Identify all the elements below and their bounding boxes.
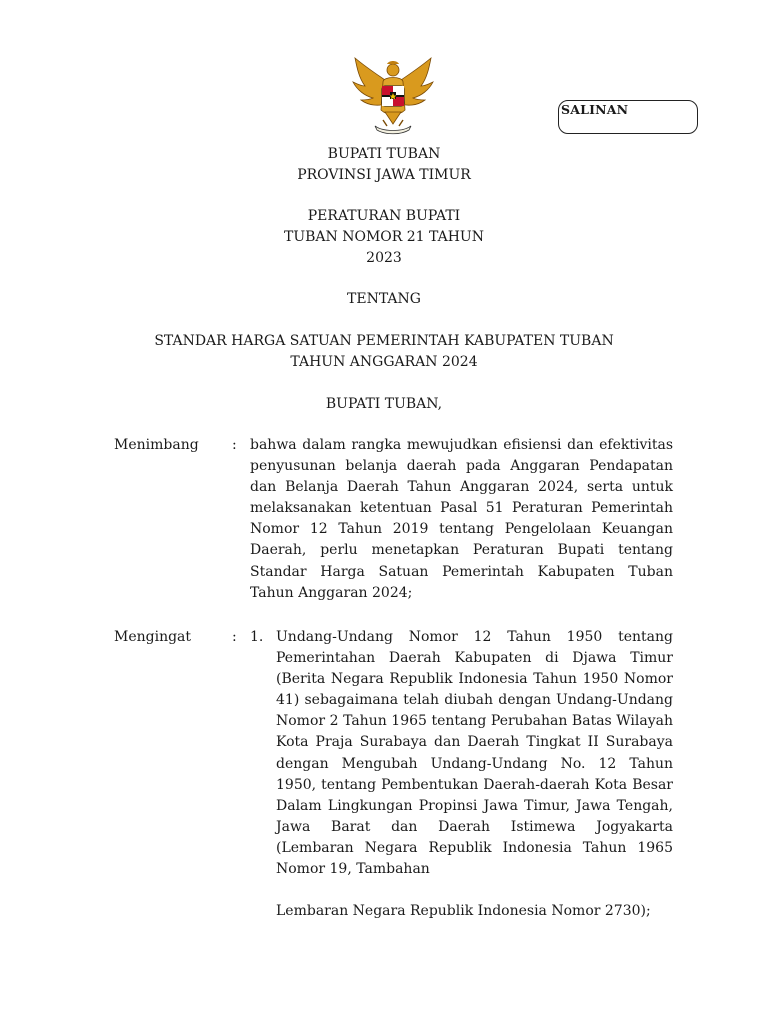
mengingat-item-text xyxy=(276,627,673,880)
issuer-heading: BUPATI TUBAN, xyxy=(325,396,443,412)
menimbang-text: bahwa dalam rangka mewujudkan efisiensi dan efektivitas penyusunan belanja daerah pada Anggaran Pendapatan dan Belanja Daerah Tahun Anggaran 2024, serta untuk melaksanakan ketentuan Pasal 51 Peraturan Pemerintah Nomor 12 Tahun 2019 tentang Pengelolaan Keuangan Daerah, perlu menetapkan Peraturan Bupati tentang Standar Harga Satuan Pemerintah Kabupaten Tuban Tahun Anggaran 2024; xyxy=(250,437,673,601)
mengingat-item-body: Undang-Undang Nomor 12 Tahun 1950 tentang Pemerintahan Daerah Kabupaten di Djawa Timur (Berita Negara Republik Indonesia Tahun 1950 Nomor 41) sebagaimana telah diubah dengan Undang-Undang Nomor 2 Tahun 1965 tentang Perubahan Batas Wilayah Kota Praja Surabaya dan Daerah Tingkat II Surabaya dengan Mengubah Undang-Undang No. 12 Tahun 1950, tentang Pembentukan Daerah-daerah Kota Besar Dalam Lingkungan Propinsi Jawa Timur, Jawa Tengah, Jawa Barat dan Daerah Istimewa Jogyakarta (Lembaran Negara Republik Indonesia Tahun 1965 Nomor 19, Tambahan xyxy=(276,629,673,878)
salinan-stamp xyxy=(558,100,698,134)
mengingat-item-continuation: Lembaran Negara Republik Indonesia Nomor 2730); xyxy=(276,903,651,919)
garuda-emblem-icon xyxy=(349,54,437,136)
regulation-line-2: TUBAN NOMOR 21 TAHUN xyxy=(284,229,484,245)
subject-line-1: STANDAR HARGA SATUAN PEMERINTAH KABUPATEN TUBAN xyxy=(154,333,614,349)
regulation-line-1: PERATURAN BUPATI xyxy=(307,208,461,224)
about-heading: TENTANG xyxy=(347,291,421,307)
title-line-1: BUPATI TUBAN xyxy=(327,146,441,162)
salinan-label: SALINAN xyxy=(561,102,629,117)
regulation-line-3: 2023 xyxy=(366,250,402,266)
menimbang-label: Menimbang xyxy=(114,437,199,453)
mengingat-label: Mengingat xyxy=(114,629,192,645)
menimbang-colon: : xyxy=(232,437,237,453)
mengingat-colon: : xyxy=(232,629,237,645)
subject-line-2: TAHUN ANGGARAN 2024 xyxy=(290,354,478,370)
mengingat-item-number: 1. xyxy=(250,629,264,645)
title-line-2: PROVINSI JAWA TIMUR xyxy=(297,167,471,183)
